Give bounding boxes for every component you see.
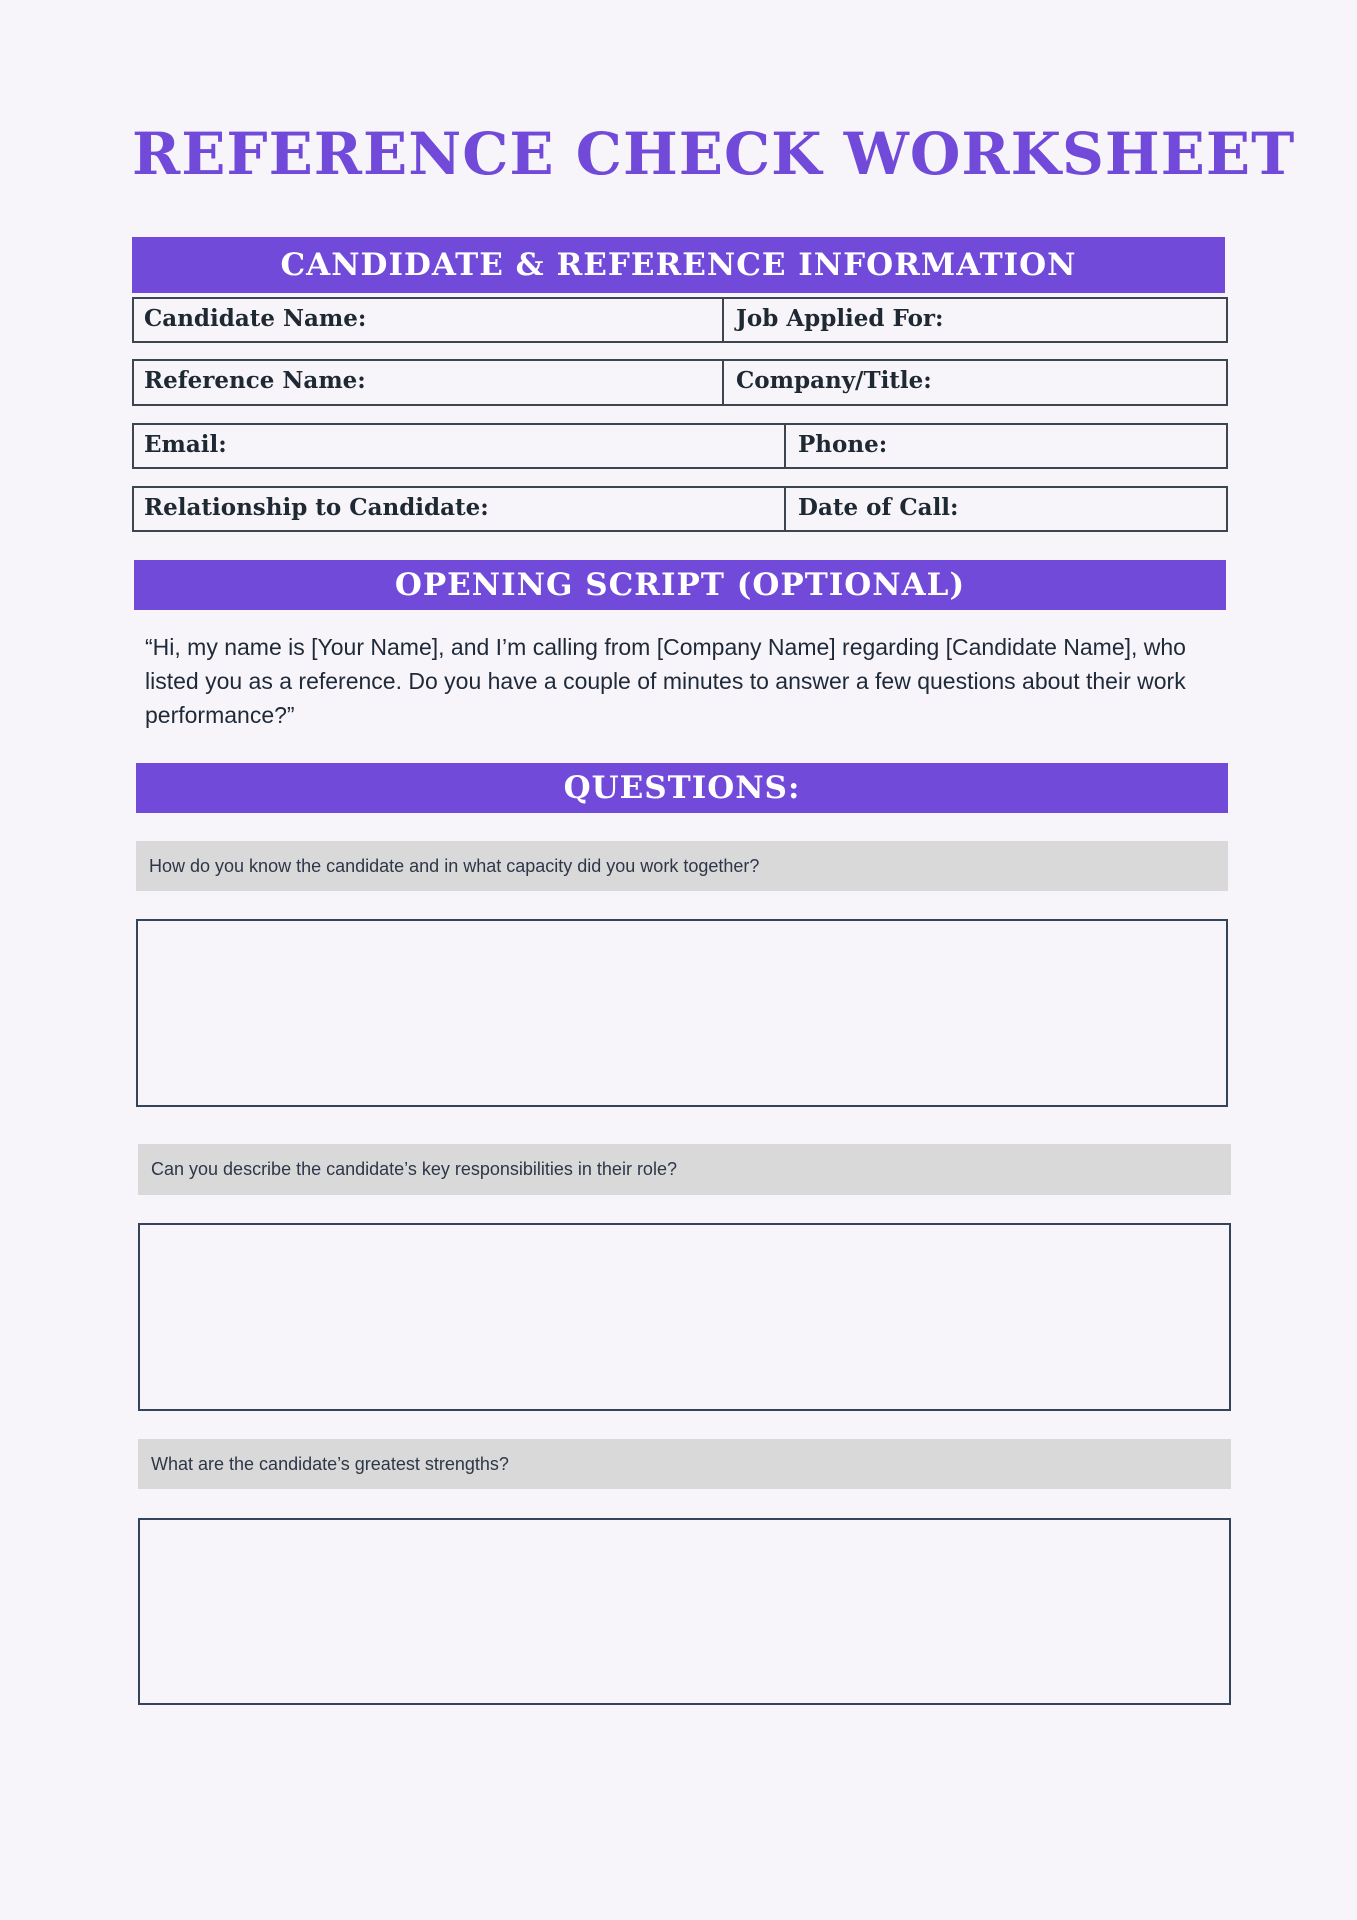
section-heading-text: OPENING SCRIPT (OPTIONAL) [394, 567, 966, 603]
section-heading-text: QUESTIONS: [563, 770, 801, 806]
job-applied-for-field[interactable] [722, 299, 1226, 341]
answer-box-2[interactable] [138, 1223, 1231, 1411]
question-3-text: What are the candidate’s greatest strengths? [151, 1453, 509, 1474]
section-heading-opening-script [134, 560, 1226, 610]
info-row-relationship-date [132, 486, 1228, 532]
phone-field[interactable] [784, 425, 1226, 467]
company-title-label: Company/Title: [736, 367, 932, 394]
candidate-name-field[interactable] [134, 299, 722, 341]
date-of-call-field[interactable] [784, 488, 1226, 530]
candidate-name-label: Candidate Name: [144, 304, 367, 332]
company-title-field[interactable] [722, 361, 1226, 404]
date-of-call-label: Date of Call: [798, 493, 959, 521]
question-3 [138, 1439, 1231, 1489]
section-heading-text: CANDIDATE & REFERENCE INFORMATION [280, 247, 1077, 283]
info-row-reference-company [132, 359, 1228, 406]
answer-box-3[interactable] [138, 1518, 1231, 1705]
relationship-field[interactable] [134, 488, 784, 530]
section-heading-questions [136, 763, 1228, 813]
question-2-text: Can you describe the candidate’s key responsibilities in their role? [151, 1159, 677, 1179]
reference-name-label: Reference Name: [144, 367, 366, 394]
email-field[interactable] [134, 425, 784, 467]
page-title: REFERENCE CHECK WORKSHEET [132, 120, 1296, 188]
opening-script-text: “Hi, my name is [Your Name], and I’m calling from [Company Name] regarding [Candidate Name], who listed you as a reference. Do you have a couple of minutes to answer a few questions about their work performance?” [145, 634, 1186, 728]
question-1-text: How do you know the candidate and in what capacity did you work together? [149, 855, 760, 876]
info-row-candidate-job [132, 297, 1228, 343]
section-heading-candidate-info [132, 237, 1225, 293]
info-row-email-phone [132, 423, 1228, 469]
question-2 [138, 1144, 1231, 1195]
reference-name-field[interactable] [134, 361, 722, 404]
job-applied-for-label: Job Applied For: [736, 304, 944, 332]
answer-box-1[interactable] [136, 919, 1228, 1107]
relationship-label: Relationship to Candidate: [144, 493, 489, 521]
phone-label: Phone: [798, 430, 888, 458]
question-1 [136, 841, 1228, 891]
email-label: Email: [144, 430, 227, 458]
